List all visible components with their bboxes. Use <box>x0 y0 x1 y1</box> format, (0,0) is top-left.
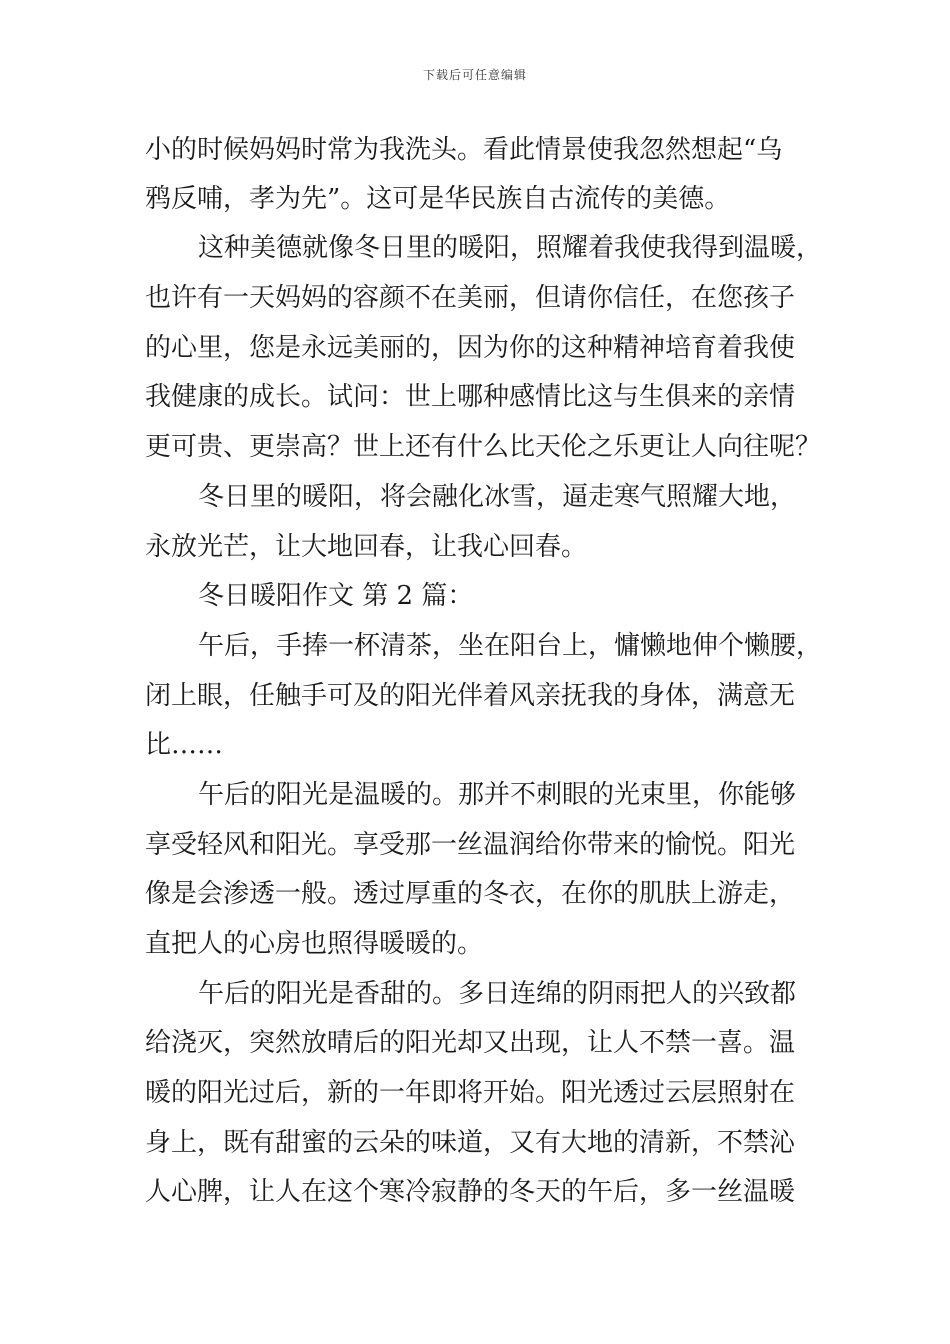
text-line: 永放光芒，让大地回春，让我心回春。 <box>145 532 588 562</box>
text-line: 的心里，您是永远美丽的，因为你的这种精神培育着我使 <box>145 333 796 363</box>
text-line: 鸦反哺，孝为先”。这可是华民族自古流传的美德。 <box>145 184 731 214</box>
text-line: 暖的阳光过后，新的一年即将开始。阳光透过云层照射在 <box>145 1078 796 1108</box>
page-header: 下载后可任意编辑 <box>422 68 527 82</box>
text-line: 更可贵、更崇高？世上还有什么比天伦之乐更让人向往呢？ <box>145 432 822 462</box>
text-line: 午后的阳光是香甜的。多日连绵的阴雨把人的兴致都 <box>198 979 797 1009</box>
text-line: 给浇灭，突然放晴后的阳光却又出现，让人不禁一喜。温 <box>145 1028 796 1058</box>
text-line: 像是会渗透一般。透过厚重的冬衣，在你的肌肤上游走， <box>145 879 796 909</box>
text-line: 午后，手捧一杯清茶，坐在阳台上，慵懒地伸个懒腰， <box>198 631 823 661</box>
text-line: 人心脾，让人在这个寒冷寂静的冬天的午后，多一丝温暖 <box>145 1177 796 1207</box>
text-line: 直把人的心房也照得暖暖的。 <box>145 929 484 959</box>
text-line: 小的时候妈妈时常为我洗头。看此情景使我忽然想起“乌 <box>145 135 783 165</box>
text-line: 闭上眼，任触手可及的阳光伴着风亲抚我的身体，满意无 <box>145 681 796 711</box>
text-line: 也许有一天妈妈的容颜不在美丽，但请你信任，在您孩子 <box>145 283 796 313</box>
text-line: 我健康的成长。试问：世上哪种感情比这与生俱来的亲情 <box>145 382 796 412</box>
text-line: 这种美德就像冬日里的暖阳，照耀着我使我得到温暖， <box>198 233 823 263</box>
text-line: 冬日里的暖阳，将会融化冰雪，逼走寒气照耀大地， <box>198 482 797 512</box>
text-line: 身上，既有甜蜜的云朵的味道，又有大地的清新，不禁沁 <box>145 1128 796 1158</box>
text-line: 比…… <box>145 730 224 760</box>
text-line: 午后的阳光是温暖的。那并不刺眼的光束里，你能够 <box>198 780 797 810</box>
text-line: 享受轻风和阳光。享受那一丝温润给你带来的愉悦。阳光 <box>145 830 796 860</box>
section-heading: 冬日暖阳作文 第 2 篇： <box>198 581 474 611</box>
